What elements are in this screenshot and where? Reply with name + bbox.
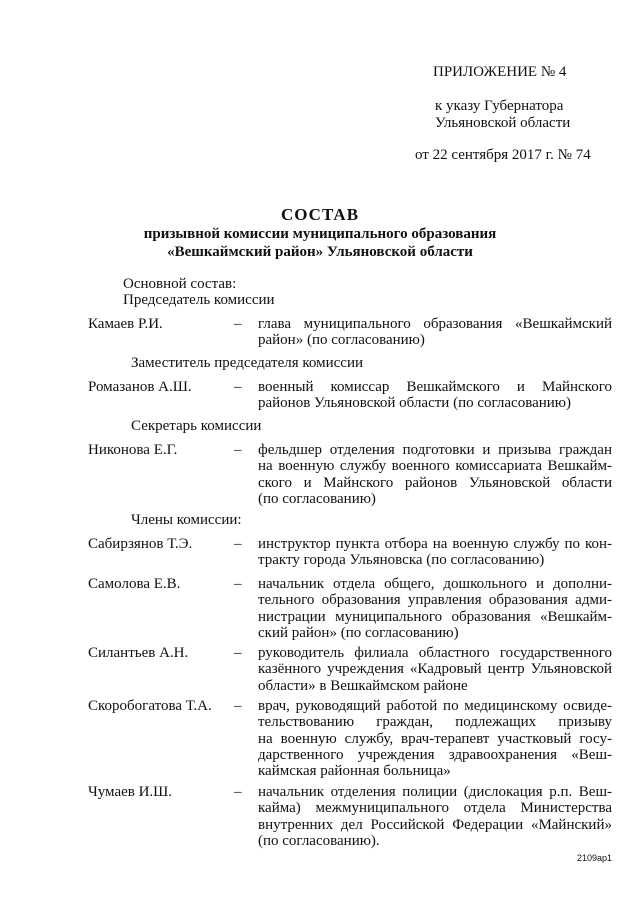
document-subtitle-line2: «Вешкаймский район» Ульяновской области bbox=[167, 244, 473, 260]
entry-line: глава муниципального образования «Вешкаймский bbox=[258, 316, 612, 332]
entry-line: казённого учреждения «Кадровый центр Ульяновской bbox=[258, 661, 612, 678]
entry-line: (по согласованию) bbox=[258, 490, 376, 507]
entry-line: на военную службу военного комиссариата Вешкайм- bbox=[258, 458, 612, 475]
entry-line: район» (по согласованию) bbox=[258, 332, 425, 349]
entry-line: тракту города Ульяновска (по согласованию) bbox=[258, 552, 545, 569]
entry-line: области» в Вешкаймском районе bbox=[258, 677, 468, 694]
entry-line: врач, руководящий работой по медицинскому освиде- bbox=[258, 698, 612, 714]
entry-name: Никонова Е.Г. bbox=[88, 442, 178, 458]
entry-line: ский район» (по согласованию) bbox=[258, 624, 459, 641]
entry-line: ского и Майнского районов Ульяновской области bbox=[258, 474, 612, 491]
entry-name: Самолова Е.В. bbox=[88, 576, 181, 592]
deputy-label: Заместитель председателя комиссии bbox=[131, 355, 364, 371]
entry-dash: – bbox=[234, 379, 242, 395]
entry-line: инструктор пункта отбора на военную службу по кон- bbox=[258, 536, 612, 552]
entry-name: Чумаев И.Ш. bbox=[88, 784, 173, 800]
region-label: Ульяновской области bbox=[435, 115, 571, 131]
entry-line: каймская районная больница» bbox=[258, 763, 451, 780]
entry-line: фельдшер отделения подготовки и призыва граждан bbox=[258, 442, 612, 458]
entry-name: Сабирзянов Т.Э. bbox=[88, 536, 193, 552]
entry-description bbox=[258, 379, 612, 412]
appendix-label: ПРИЛОЖЕНИЕ № 4 bbox=[433, 64, 567, 80]
entry-description bbox=[258, 784, 612, 849]
entry-dash: – bbox=[234, 698, 242, 714]
entry-dash: – bbox=[234, 784, 242, 800]
decree-reference: к указу Губернатора bbox=[435, 98, 564, 114]
entry-line: начальник отдела общего, дошкольного и дополни- bbox=[258, 576, 612, 592]
entry-dash: – bbox=[234, 316, 242, 332]
entry-description bbox=[258, 316, 612, 349]
document-code: 2109ap1 bbox=[577, 853, 613, 863]
entry-dash: – bbox=[234, 442, 242, 458]
entry-name: Ромазанов А.Ш. bbox=[88, 379, 192, 395]
entry-description bbox=[258, 442, 612, 507]
document-subtitle-line1: призывной комиссии муниципального образования bbox=[143, 226, 497, 242]
members-label: Члены комиссии: bbox=[131, 512, 242, 528]
entry-description bbox=[258, 645, 612, 694]
entry-line: начальник отделения полиции (дислокация р.п. Веш- bbox=[258, 784, 612, 800]
document-title: СОСТАВ bbox=[280, 205, 360, 224]
entry-line: районов Ульяновской области (по согласованию) bbox=[258, 395, 571, 412]
entry-name: Скоробогатова Т.А. bbox=[88, 698, 212, 714]
entry-line: военный комиссар Вешкаймского и Майнского bbox=[258, 379, 612, 395]
decree-date-number: от 22 сентября 2017 г. № 74 bbox=[415, 147, 591, 163]
main-composition-label: Основной состав: bbox=[123, 276, 237, 292]
entry-line: руководитель филиала областного государственного bbox=[258, 645, 612, 661]
entry-line: кайма) межмуниципального отдела Министерства bbox=[258, 800, 612, 817]
entry-dash: – bbox=[234, 536, 242, 552]
chairman-label: Председатель комиссии bbox=[123, 292, 275, 308]
entry-description bbox=[258, 698, 612, 779]
entry-dash: – bbox=[234, 576, 242, 592]
entry-description bbox=[258, 536, 612, 569]
entry-dash: – bbox=[234, 645, 242, 661]
entry-line: (по согласованию). bbox=[258, 832, 380, 849]
entry-line: нистрации муниципального образования «Вешкайм- bbox=[258, 608, 612, 625]
entry-description bbox=[258, 576, 612, 641]
entry-line: на военную службу, врач-терапевт участковый госу- bbox=[258, 730, 612, 747]
entry-line: внутренних дел Российской Федерации «Майнский» bbox=[258, 816, 612, 833]
entry-name: Камаев Р.И. bbox=[88, 316, 163, 332]
entry-name: Силантьев А.Н. bbox=[88, 645, 189, 661]
entry-line: тельного образования управления образования адми- bbox=[258, 592, 612, 609]
secretary-label: Секретарь комиссии bbox=[131, 418, 262, 434]
entry-line: дарственного учреждения здравоохранения «Веш- bbox=[258, 746, 612, 763]
entry-line: тельствованию граждан, подлежащих призыву bbox=[258, 714, 612, 731]
